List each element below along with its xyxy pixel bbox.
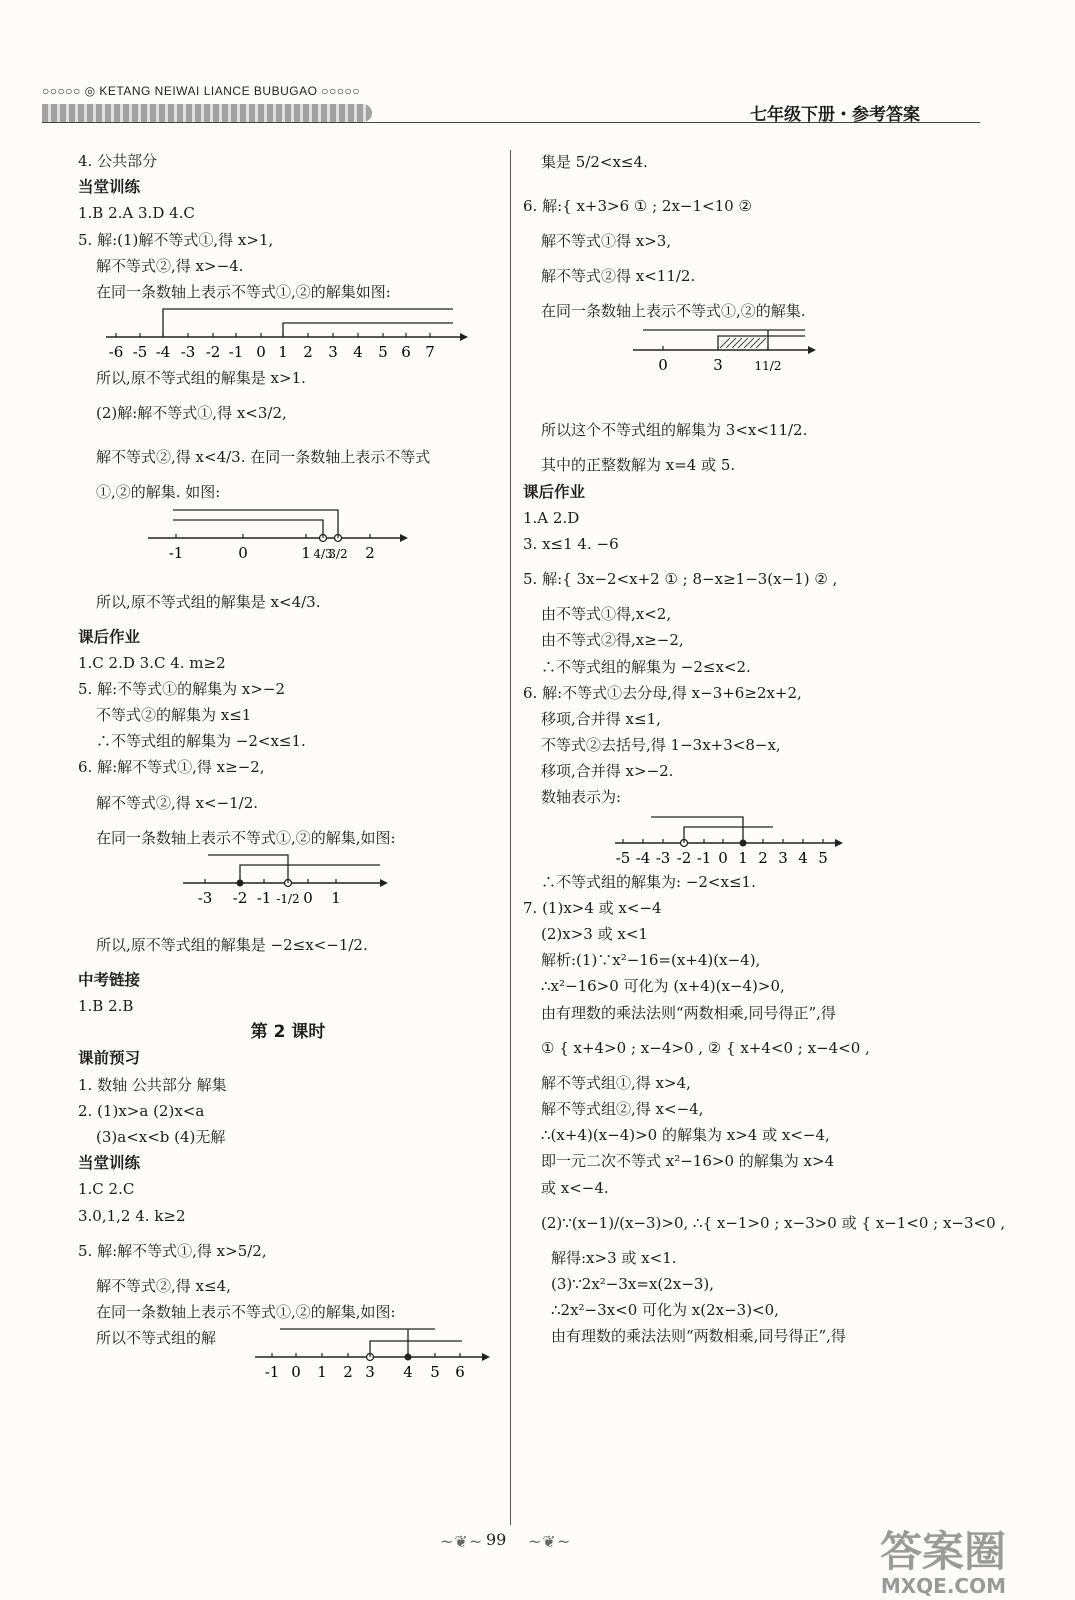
axis-tick-label: 3 [328,343,338,362]
text-line: 由不等式②得,x≥−2, [541,631,684,650]
axis-tick-label: 0 [718,848,728,867]
axis-tick-label: 2 [365,543,375,562]
header-rule [42,122,980,123]
axis-tick-label: 4 [353,343,363,362]
text-line: ∴(x+4)(x−4)>0 的解集为 x>4 或 x<−4, [541,1126,830,1145]
axis-tick-label: -1 [228,343,244,362]
text-line: 1.C 2.C [78,1180,135,1199]
text-line: ∴x²−16>0 可化为 (x+4)(x−4)>0, [541,977,785,996]
text-line: 3. x≤1 4. −6 [523,534,619,553]
text-line: 所以不等式组的解 [96,1329,217,1348]
axis-tick-label: 5 [378,343,388,362]
text-line: 1.C 2.D 3.C 4. m≥2 [78,653,226,672]
text-line: 所以这个不等式组的解集为 3<x<11/2. [541,421,808,440]
page-number: 99 [486,1530,507,1549]
text-line: 所以,原不等式组的解集是 x>1. [96,369,306,388]
text-line: 由有理数的乘法法则“两数相乘,同号得正”,得 [541,1003,836,1022]
number-line-6 [523,811,923,869]
axis-tick-label: -3 [655,848,671,867]
number-line-figure [78,506,498,580]
text-line: 集是 5/2<x≤4. [541,153,648,171]
axis-tick-label: 1 [317,1363,327,1382]
header-section-title: 七年级下册・参考答案 [750,105,920,125]
text-line: 在同一条数轴上表示不等式①,②的解集如图: [96,282,391,301]
axis-tick-label: -5 [132,343,148,362]
text-line: 解不等式组①,得 x>4, [541,1073,691,1092]
axis-tick-label: 11/2 [754,359,782,374]
text-line: (2)解:解不等式①,得 x<3/2, [96,404,287,423]
text-line: 在同一条数轴上表示不等式①,②的解集,如图: [96,1302,396,1321]
axis-tick-label: 0 [238,543,248,562]
text-line: 解不等式②,得 x<4/3. 在同一条数轴上表示不等式 [96,448,431,467]
axis-tick-label: 5 [818,848,828,867]
text-line: 解不等式①得 x>3, [541,232,672,250]
axis-tick-label: 5 [430,1363,440,1382]
axis-tick-label: 0 [303,888,313,907]
axis-tick-label: -1 [264,1363,280,1382]
number-line-5 [523,324,923,408]
axis-tick-label: -1 [696,848,712,867]
axis-tick-label: 1 [331,888,341,907]
column-divider [510,150,511,1525]
text-line: 在同一条数轴上表示不等式①,②的解集,如图: [96,828,396,847]
text-line: (3)a<x<b (4)无解 [96,1127,226,1146]
number-line-4 [250,1325,500,1385]
axis-tick-label: -2 [676,848,692,867]
text-line: 1.B 2.B [78,997,134,1015]
number-line-figure [78,305,498,365]
text-line: 解不等式②,得 x<−1/2. [96,793,259,812]
text-line: 5. 解:(1)解不等式①,得 x>1, [78,230,274,249]
axis-tick-label: 3 [713,356,723,375]
axis-tick-label: -1 [256,888,272,907]
section-heading: 当堂训练 [78,1154,141,1173]
text-line: 解得:x>3 或 x<1. [551,1248,677,1267]
text-line: 或 x<−4. [541,1178,609,1197]
axis-tick-label: -2 [205,343,221,362]
number-line-figure [78,851,498,923]
axis-tick-label: -4 [155,343,171,362]
axis-tick-label: 1 [738,848,748,867]
number-line-3 [78,851,478,923]
text-line: 所以,原不等式组的解集是 −2≤x<−1/2. [96,935,368,954]
text-line: 移项,合并得 x>−2. [541,762,674,781]
axis-tick-label: 3/2 [328,546,348,561]
axis-tick-label: 7 [425,343,435,362]
lesson-title: 第 2 课时 [250,1022,326,1043]
axis-tick-label: 0 [256,343,266,362]
text-line: 1.B 2.A 3.D 4.C [78,204,195,223]
axis-tick-label: 4/3 [313,546,333,561]
axis-tick-label: 6 [455,1363,465,1382]
text-line: 即一元二次不等式 x²−16>0 的解集为 x>4 [541,1152,835,1171]
axis-tick-label: 4 [798,848,808,867]
footer-ornament-right: ~❦~ [528,1532,572,1551]
axis-tick-label: -1 [168,543,184,562]
header-series-title: ○○○○○ ◎ KETANG NEIWAI LIANCE BUBUGAO ○○○○○ [42,84,360,98]
watermark-logo [880,1527,1007,1598]
text-line: 1.A 2.D [523,508,580,527]
section-heading: 课后作业 [523,482,586,501]
axis-tick-label: 6 [401,343,411,362]
text-line: 7. (1)x>4 或 x<−4 [523,898,662,917]
section-heading: 课前预习 [78,1049,141,1068]
text-line: 移项,合并得 x≤1, [541,709,661,728]
footer-ornament-left: ~❦~ [440,1532,484,1551]
watermark-url: MXQE.COM [880,1574,1007,1598]
axis-tick-label: -5 [615,848,631,867]
axis-tick-label: -4 [635,848,651,867]
axis-tick-label: 2 [758,848,768,867]
section-heading: 中考链接 [78,970,141,989]
section-heading: 当堂训练 [78,178,141,197]
text-line: ∴不等式组的解集为 −2≤x<2. [541,657,751,676]
axis-tick-label: 0 [291,1363,301,1382]
axis-tick-label: -3 [180,343,196,362]
axis-tick-label: 3 [778,848,788,867]
text-line: (3)∵2x²−3x=x(2x−3), [551,1274,714,1293]
axis-tick-label: 2 [303,343,313,362]
text-line: ① { x+4>0 ; x−4>0 , ② { x+4<0 ; x−4<0 , [541,1038,870,1057]
axis-tick-label: 2 [343,1363,353,1382]
text-line: (2)x>3 或 x<1 [541,925,648,943]
section-heading: 课后作业 [78,627,141,646]
axis-tick-label: -6 [108,343,124,362]
text-line: ∴不等式组的解集为: −2<x≤1. [541,872,756,891]
left-column [78,148,498,1385]
right-column [523,148,1006,1349]
number-line-1 [78,305,478,365]
text-line: 不等式②的解集为 x≤1 [96,706,252,725]
text-line: 1. 数轴 公共部分 解集 [78,1075,227,1094]
header-decorative-band [42,104,372,122]
number-line-2 [78,506,478,580]
axis-tick-label: -2 [232,888,248,907]
text-line: 解不等式②得 x<11/2. [541,267,696,286]
number-line-figure [523,811,943,869]
text-line: (2)∵(x−1)/(x−3)>0, ∴{ x−1>0 ; x−3>0 或 { x−1<0 ; x−3<0 , [541,1213,1006,1232]
text-line: 3.0,1,2 4. k≥2 [78,1206,186,1225]
text-line: ∴不等式组的解集为 −2<x≤1. [96,732,306,751]
text-line: 所以,原不等式组的解集是 x<4/3. [96,592,321,611]
watermark-text: 答案圈 [880,1527,1007,1576]
text-line: 解不等式②,得 x≤4, [96,1276,231,1295]
axis-tick-label: 1 [301,543,311,562]
text-line: 解不等式组②,得 x<−4, [541,1099,704,1118]
text-line: 其中的正整数解为 x=4 或 5. [541,456,736,475]
text-line: 解析:(1)∵x²−16=(x+4)(x−4), [541,951,761,970]
axis-tick-label: -1/2 [276,891,300,906]
text-line: 在同一条数轴上表示不等式①,②的解集. [541,302,806,321]
text-line: 不等式②去括号,得 1−3x+3<8−x, [541,736,781,755]
text-line: 由有理数的乘法法则“两数相乘,同号得正”,得 [551,1327,846,1346]
text-line: ∴2x²−3x<0 可化为 x(2x−3)<0, [551,1301,779,1320]
text-line: ①,②的解集. 如图: [96,483,221,502]
axis-tick-label: 3 [365,1363,375,1382]
text-line: 解不等式②,得 x>−4. [96,256,244,275]
text-line: 数轴表示为: [541,788,622,807]
text-line: 5. 解:不等式①的解集为 x>−2 [78,679,286,698]
text-line: 5. 解:{ 3x−2<x+2 ① ; 8−x≥1−3(x−1) ② , [523,570,838,589]
text-line: 6. 解:不等式①去分母,得 x−3+6≥2x+2, [523,683,802,702]
text-line: 2. (1)x>a (2)x<a [78,1101,205,1120]
text-line: 5. 解:解不等式①,得 x>5/2, [78,1241,267,1260]
text-line: 由不等式①得,x<2, [541,605,672,624]
number-line-figure [78,1325,498,1385]
axis-tick-label: 1 [278,343,288,362]
axis-tick-label: 4 [403,1363,413,1382]
text-line: 4. 公共部分 [78,152,158,170]
text-line: 6. 解:解不等式①,得 x≥−2, [78,758,265,777]
axis-tick-label: 0 [658,356,668,375]
text-line: 6. 解:{ x+3>6 ① ; 2x−1<10 ② [523,197,752,215]
number-line-figure [523,324,943,408]
axis-tick-label: -3 [197,888,213,907]
